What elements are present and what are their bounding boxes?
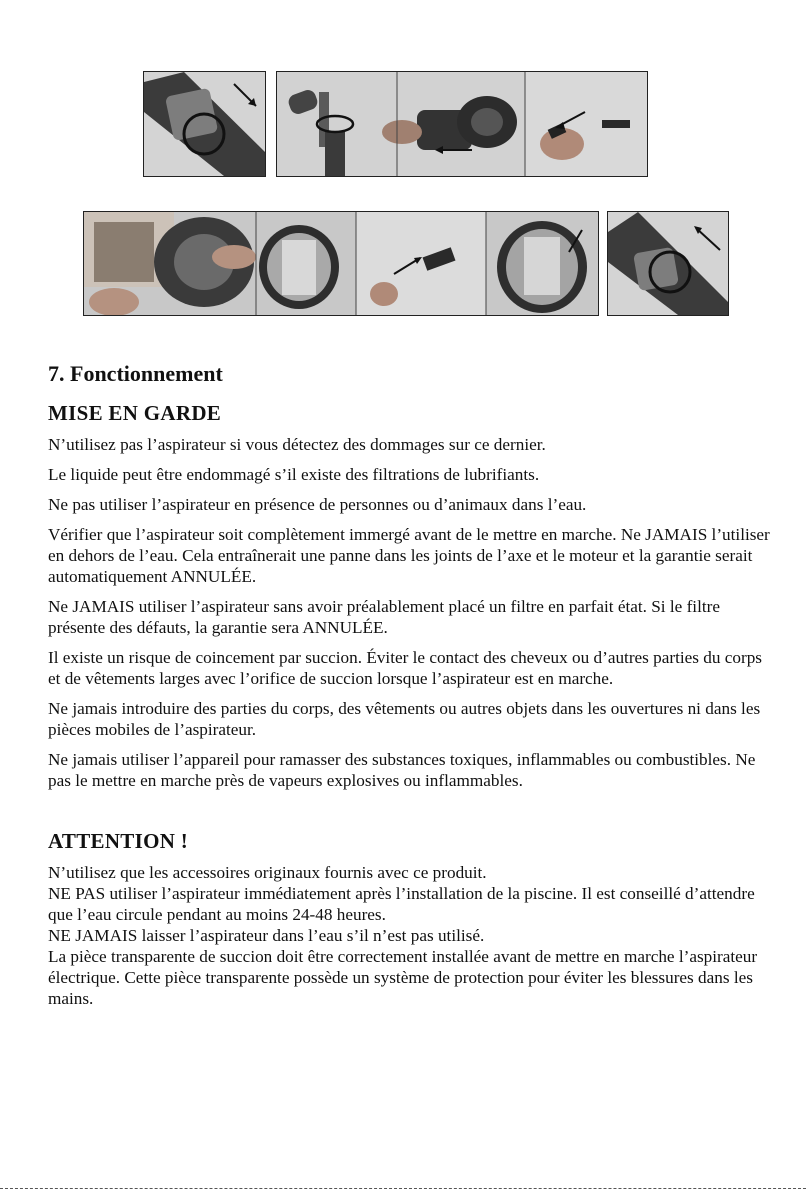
photo-strip-filter-install xyxy=(83,211,599,316)
warning-paragraph: Ne JAMAIS utiliser l’aspirateur sans avoir préalablement placé un filtre en parfait état. Si le filtre présente des défauts, la garantie sera ANNULÉE. xyxy=(48,597,720,637)
section-heading: 7. Fonctionnement xyxy=(48,361,223,386)
photo-strip-filter-removal xyxy=(276,71,648,177)
warning-title: MISE EN GARDE xyxy=(48,401,222,425)
warning-paragraph: Il existe un risque de coincement par succion. Éviter le contact des cheveux ou d’autres parties du corps et de vêtements larges avec l’orifice de succion lorsque l’aspirateur est en marche. xyxy=(48,648,762,688)
attention-line: NE PAS utiliser l’aspirateur immédiatement après l’installation de la piscine. Il est conseillé d’attendre que l’eau circule pendant au moins 24-48 heures. xyxy=(48,884,755,924)
attention-line: N’utilisez que les accessoires originaux fournis avec ce produit. xyxy=(48,863,487,882)
operation-section xyxy=(48,360,770,1009)
page-bottom-rule xyxy=(0,1188,806,1189)
warning-paragraph: N’utilisez pas l’aspirateur si vous détectez des dommages sur ce dernier. xyxy=(48,435,546,454)
photo-handle-unlock xyxy=(143,71,266,177)
attention-line: La pièce transparente de succion doit être correctement installée avant de mettre en marche l’aspirateur électrique. Cette pièce transparente possède un système de protection pour éviter les blessures dans les mains. xyxy=(48,947,758,1008)
warning-paragraph: Le liquide peut être endommagé s’il existe des filtrations de lubrifiants. xyxy=(48,465,540,484)
warning-paragraph: Vérifier que l’aspirateur soit complètement immergé avant de le mettre en marche. Ne JAMAIS l’utiliser en dehors de l’eau. Cela entraînerait une panne dans les joints de l’axe et le moteur et la garantie serait automatiquement ANNULÉE. xyxy=(48,525,770,586)
warning-paragraph: Ne pas utiliser l’aspirateur en présence de personnes ou d’animaux dans l’eau. xyxy=(48,495,587,514)
warning-paragraph: Ne jamais introduire des parties du corps, des vêtements ou autres objets dans les ouvertures ni dans les pièces mobiles de l’aspirateur. xyxy=(48,699,761,739)
photo-handle-lock xyxy=(607,211,729,316)
warning-paragraph: Ne jamais utiliser l’appareil pour ramasser des substances toxiques, inflammables ou combustibles. Ne pas le mettre en marche près de vapeurs explosives ou inflammables. xyxy=(48,750,756,790)
attention-line: NE JAMAIS laisser l’aspirateur dans l’eau s’il n’est pas utilisé. xyxy=(48,926,485,945)
attention-title: ATTENTION ! xyxy=(48,829,189,853)
